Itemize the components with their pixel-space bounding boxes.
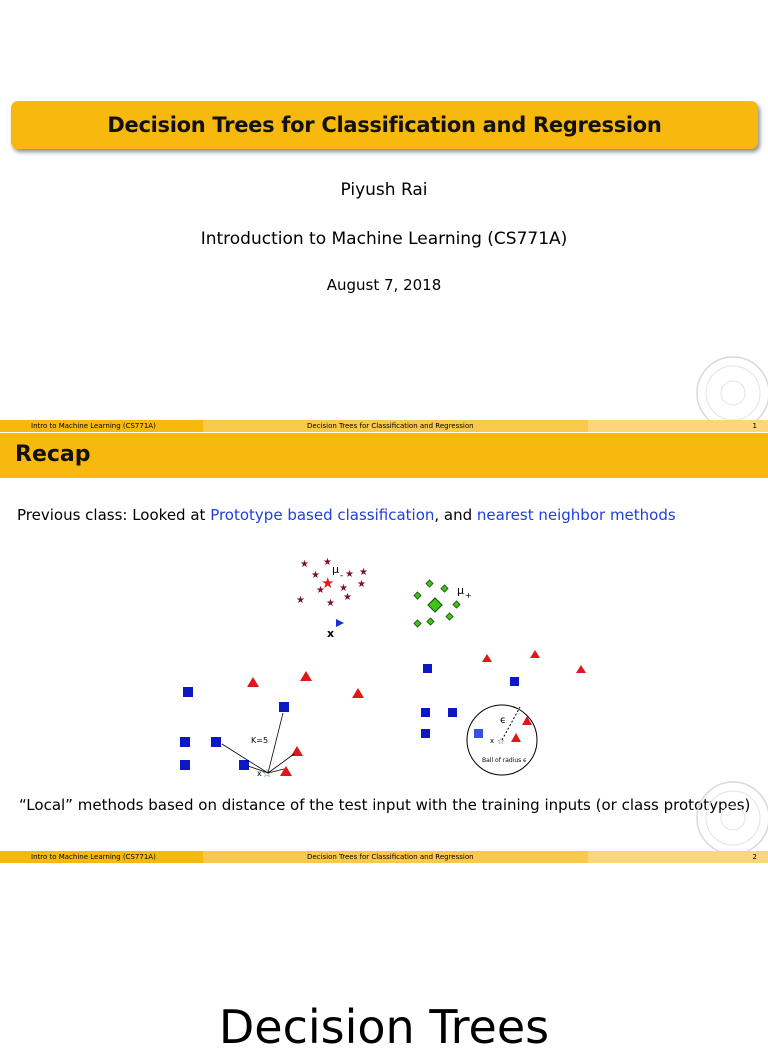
svg-text:★: ★ [296, 595, 305, 606]
mu-minus-subscript: - [340, 571, 344, 581]
institute-seal-icon-2 [695, 780, 768, 860]
knn-triangles [247, 671, 364, 776]
prototype-classification-link[interactable]: Prototype based classification [210, 506, 435, 524]
date: August 7, 2018 [326, 276, 442, 294]
eps-triangles [482, 650, 586, 673]
footer-left: Intro to Machine Learning (CS771A) [0, 420, 203, 432]
footer-page-number: 2 [588, 851, 768, 863]
knn-test-star: ☆ [262, 767, 272, 780]
positive-prototype-marker [428, 598, 442, 612]
test-point-label: x [327, 627, 335, 640]
slide2-title-bar [0, 433, 768, 478]
knn-test-label: x [257, 769, 262, 778]
recap-intro-mid: , and [434, 506, 477, 524]
epsilon-label: ϵ [500, 715, 507, 726]
mu-plus-label: μ [457, 584, 464, 597]
svg-text:★: ★ [300, 559, 309, 570]
ball-test-star: ☆ [497, 737, 506, 747]
slide1-title: Decision Trees for Classification and Regression [107, 113, 662, 137]
negative-prototype-star: ★ [321, 574, 335, 592]
ball-test-label: x [490, 737, 495, 745]
svg-text:★: ★ [345, 569, 354, 580]
slide2-title: Recap [15, 442, 91, 467]
footer-page-number: 1 [588, 420, 768, 432]
footer-center: Decision Trees for Classification and Regression [203, 851, 588, 863]
mu-minus-label: μ [332, 563, 339, 576]
course-name: Introduction to Machine Learning (CS771A) [200, 229, 568, 249]
footer-bar-2 [0, 851, 768, 863]
svg-text:★: ★ [323, 557, 332, 568]
footer-left: Intro to Machine Learning (CS771A) [0, 851, 203, 863]
mu-plus-subscript: + [465, 591, 472, 600]
svg-text:★: ★ [316, 585, 325, 596]
footer-center: Decision Trees for Classification and Regression [203, 420, 588, 432]
slide3-title: Decision Trees [218, 1000, 550, 1054]
ball-square [474, 729, 483, 738]
svg-text:★: ★ [311, 570, 320, 581]
recap-intro [17, 506, 676, 524]
nearest-neighbor-link[interactable]: nearest neighbor methods [476, 506, 676, 524]
k-label: K=5 [251, 736, 269, 745]
author: Piyush Rai [340, 180, 428, 200]
footer-bar-1 [0, 420, 768, 432]
svg-text:★: ★ [339, 583, 348, 594]
svg-text:★: ★ [326, 598, 335, 609]
svg-text:★: ★ [343, 592, 352, 603]
local-methods-text: “Local” methods based on distance of the test input with the training inputs (or class prototypes) [19, 796, 751, 814]
ball-radius-label: Ball of radius ϵ [482, 757, 527, 764]
svg-text:★: ★ [359, 567, 368, 578]
knn-squares [180, 687, 289, 770]
svg-text:★: ★ [357, 579, 366, 590]
recap-figure [0, 540, 768, 790]
test-point-marker [336, 619, 344, 627]
slide1-title-box [11, 101, 758, 149]
recap-intro-prefix: Previous class: Looked at [17, 506, 211, 524]
